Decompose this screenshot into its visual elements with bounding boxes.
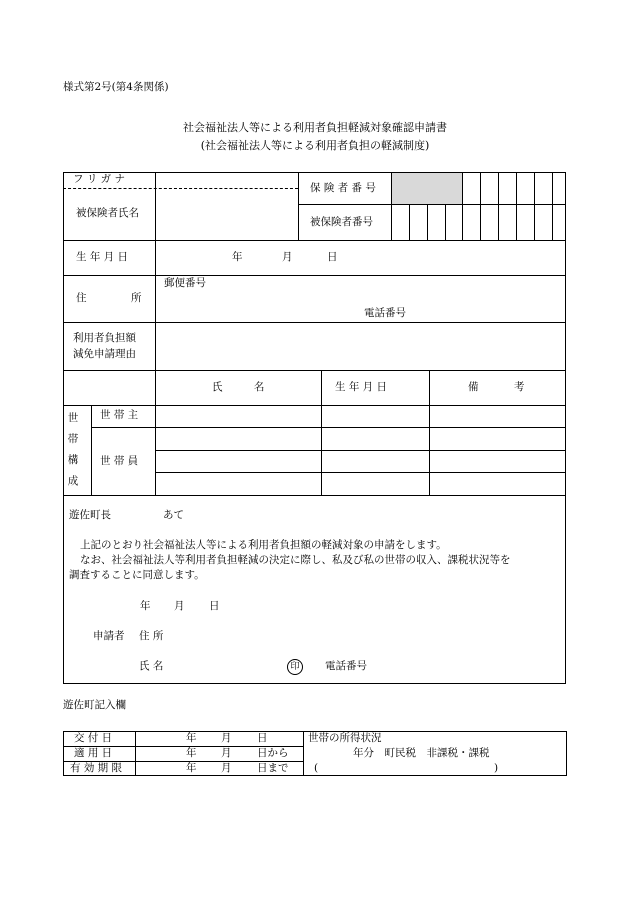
birth-month: 月 xyxy=(282,251,293,263)
office-row-day: 日まで xyxy=(257,762,289,774)
birth-day: 日 xyxy=(327,251,338,263)
birthdate-label: 生 年 月 日 xyxy=(76,251,129,263)
digit-line xyxy=(498,172,499,240)
row-divider-4 xyxy=(63,370,566,371)
office-row-label: 有 効 期 限 xyxy=(70,762,123,774)
household-head-label: 世 帯 主 xyxy=(100,409,139,421)
office-row-year: 年 xyxy=(186,732,197,744)
income-paren-close: ) xyxy=(494,762,499,774)
phone-label: 電話番号 xyxy=(364,307,406,319)
seal-mark: 印 xyxy=(287,659,303,675)
insurer-label-right xyxy=(391,172,392,240)
reason-label-2: 減免申請理由 xyxy=(73,348,136,360)
office-row-label: 適 用 日 xyxy=(74,747,113,759)
office-col-divider xyxy=(135,731,136,776)
date-month: 月 xyxy=(174,600,185,612)
office-use-title: 遊佐町記入欄 xyxy=(63,699,126,711)
application-form-box xyxy=(63,172,566,684)
reason-label-1: 利用者負担額 xyxy=(73,332,136,344)
label-col-divider-a xyxy=(155,172,156,240)
date-year: 年 xyxy=(140,600,151,612)
insurer-number-shaded-cell xyxy=(391,173,462,204)
form-title: 社会福祉法人等による利用者負担軽減対象確認申請書 xyxy=(183,121,447,134)
label-col-divider-d xyxy=(155,370,156,495)
digit-line xyxy=(480,172,481,240)
side-char: 成 xyxy=(67,475,79,487)
insurer-label-left xyxy=(298,172,299,240)
office-row-label: 交 付 日 xyxy=(74,732,113,744)
row-divider-5 xyxy=(63,405,566,406)
office-row-day: 日 xyxy=(257,732,268,744)
income-status-line: 年分 町民税 非課税・課税 xyxy=(353,747,490,759)
office-row-month: 月 xyxy=(221,747,232,759)
insured-number-label: 被保険者番号 xyxy=(310,216,373,228)
income-paren-open: ( xyxy=(314,762,319,774)
birth-year: 年 xyxy=(232,251,243,263)
office-row-year: 年 xyxy=(186,762,197,774)
household-col-divider-2 xyxy=(429,370,430,495)
insurer-divider xyxy=(298,204,566,205)
side-char: 世 xyxy=(67,412,79,424)
applicant-name-label: 氏 名 xyxy=(139,660,164,672)
address-label-2: 所 xyxy=(131,292,142,304)
addressee-ate: あて xyxy=(163,509,184,521)
date-day: 日 xyxy=(209,600,220,612)
digit-line xyxy=(534,172,535,240)
form-number: 様式第2号(第4条関係) xyxy=(63,81,169,93)
office-row-month: 月 xyxy=(221,732,232,744)
declaration-paragraph-2-line-1: なお、社会福祉法人等利用者負担軽減の決定に際し、私及び私の世帯の収入、課税状況等を xyxy=(80,554,511,566)
household-col-name: 氏 名 xyxy=(212,381,265,393)
office-col-divider xyxy=(303,731,304,776)
declaration-paragraph-2-line-2: 調査することに同意します。 xyxy=(69,569,205,581)
form-subtitle: (社会福祉法人等による利用者負担の軽減制度) xyxy=(200,139,430,152)
applicant-phone-label: 電話番号 xyxy=(325,660,367,672)
household-side-divider xyxy=(91,405,92,495)
household-col-birthdate: 生 年 月 日 xyxy=(335,381,388,393)
postal-code-label: 郵便番号 xyxy=(164,277,206,289)
label-col-divider-c xyxy=(155,275,156,370)
digit-line xyxy=(445,204,446,240)
digit-line xyxy=(427,204,428,240)
office-row-month: 月 xyxy=(221,762,232,774)
furigana-label: フ リ ガ ナ xyxy=(73,173,126,185)
digit-line xyxy=(516,172,517,240)
household-member-label: 世 帯 員 xyxy=(100,455,139,467)
office-row-day: 日から xyxy=(257,747,289,759)
furigana-divider xyxy=(63,188,298,189)
household-divider-1 xyxy=(91,427,566,428)
household-col-remarks: 備 考 xyxy=(468,381,525,393)
household-col-divider-1 xyxy=(321,370,322,495)
applicant-address-label: 住 所 xyxy=(139,630,164,642)
digit-line xyxy=(462,172,463,240)
household-side-label xyxy=(67,408,79,492)
row-divider-3 xyxy=(63,322,566,323)
digit-line xyxy=(409,204,410,240)
income-status-title: 世帯の所得状況 xyxy=(308,732,382,744)
household-divider-2 xyxy=(156,450,566,451)
insurer-number-label: 保 険 者 番 号 xyxy=(310,182,376,194)
row-divider-1 xyxy=(63,240,566,241)
side-char: 帯 xyxy=(67,433,79,445)
office-row-year: 年 xyxy=(186,747,197,759)
addressee: 遊佐町長 xyxy=(69,509,111,521)
household-divider-3 xyxy=(156,472,566,473)
row-divider-2 xyxy=(63,275,566,276)
declaration-paragraph-1: 上記のとおり社会福祉法人等による利用者負担額の軽減対象の申請をします。 xyxy=(80,539,447,551)
digit-line xyxy=(552,172,553,240)
applicant-label: 申請者 xyxy=(93,630,125,642)
address-label-1: 住 xyxy=(76,292,87,304)
insured-name-label: 被保険者氏名 xyxy=(76,207,139,219)
row-divider-6 xyxy=(63,495,566,496)
label-col-divider-b xyxy=(155,240,156,275)
side-char: 構 xyxy=(67,454,79,466)
